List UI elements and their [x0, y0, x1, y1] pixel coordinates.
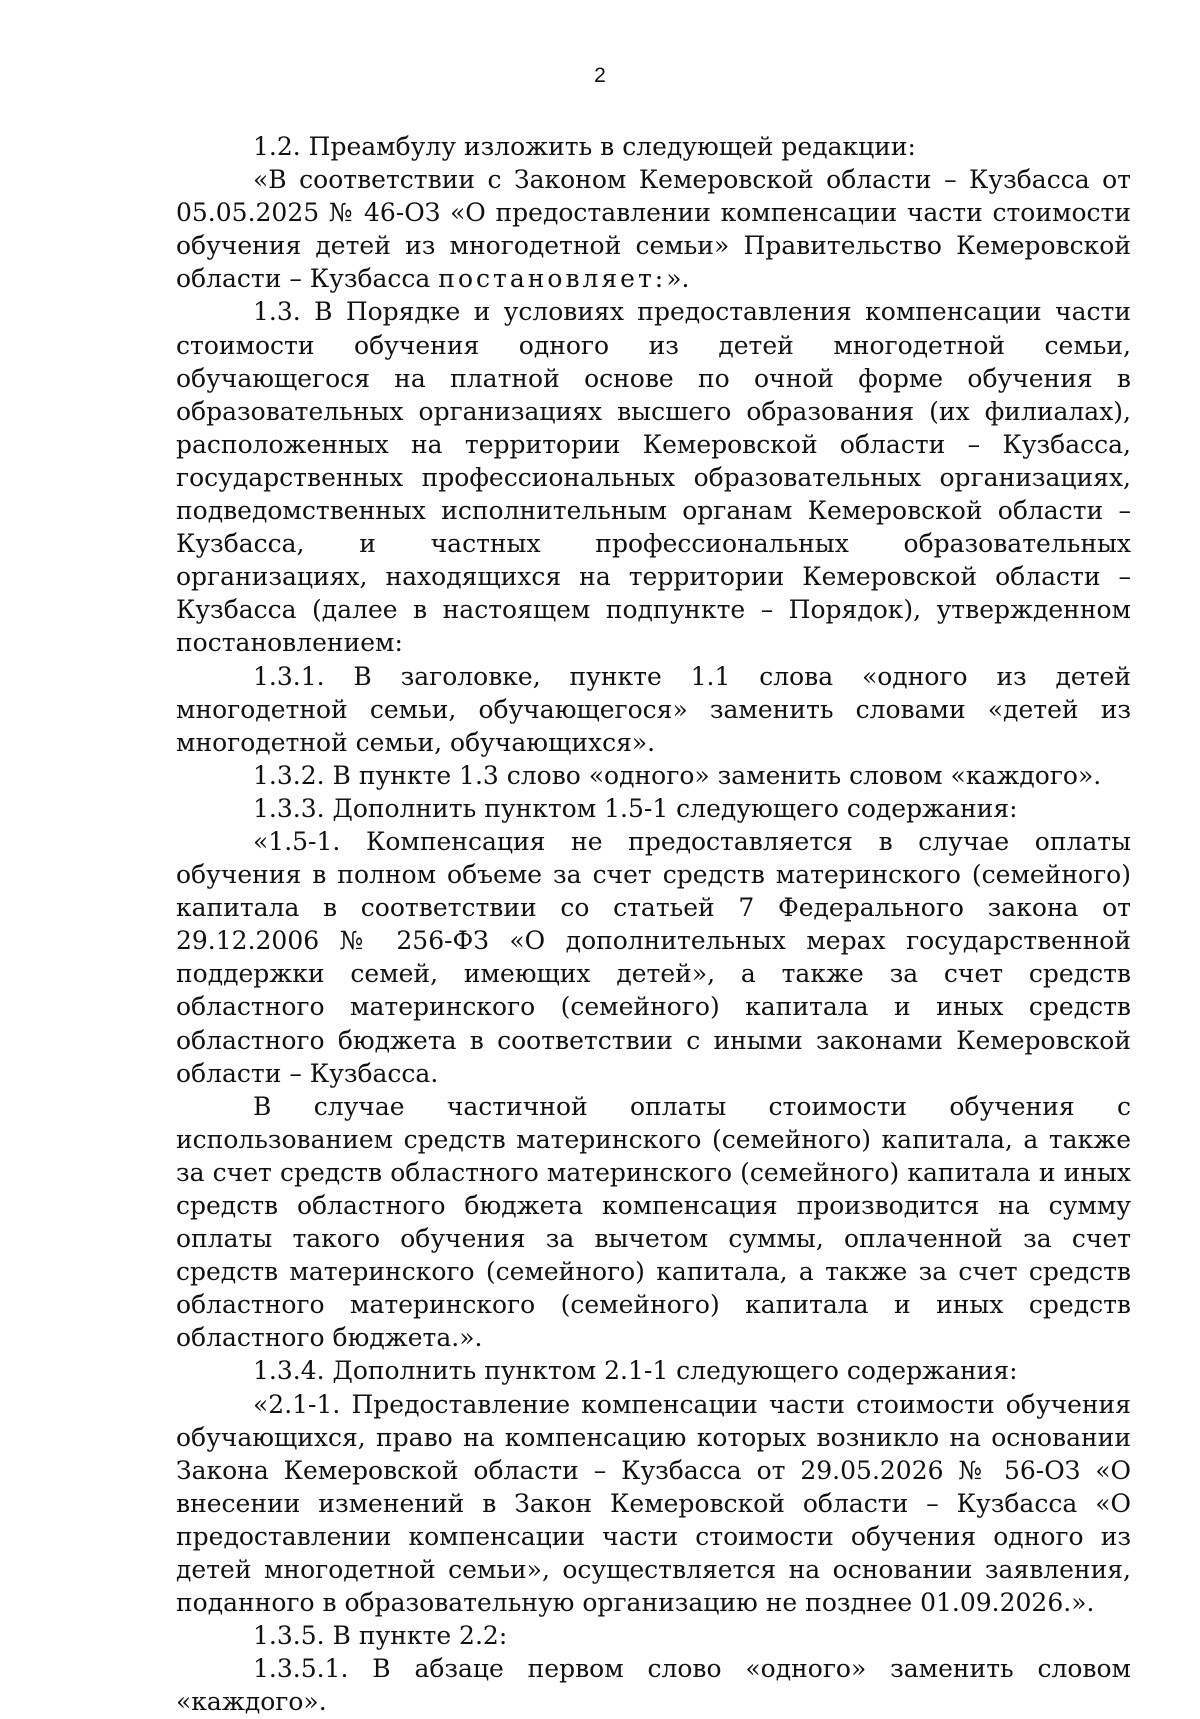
paragraph-partial-payment: В случае частичной оплаты стоимости обучения с использованием средств материнского (семейного) капитала, а также за счет средств областного материнского (семейного) капитала и иных средств областного бюджета компенсация производится на сумму оплаты такого обучения за вычетом суммы, оплаченной за счет средств материнского (семейного) капитала, а также за счет средств областного материнского (семейного) капитала и иных средств областного бюджета.».	[176, 1091, 1131, 1353]
paragraph-2-1-1: «2.1-1. Предоставление компенсации части стоимости обучения обучающихся, право на компенсацию которых возникло на основании Закона Кемеровской области – Кузбасса от 29.05.2026 № 56-ОЗ «О внесении изменений в Закон Кемеровской области – Кузбасса «О предоставлении компенсации части стоимости обучения одного из детей многодетной семьи», осуществляется на основании заявления, поданного в образовательную организацию не позднее 01.09.2026.».	[176, 1389, 1131, 1618]
document-body	[176, 130, 1131, 1719]
paragraph-1-3-2: 1.3.2. В пункте 1.3 слово «одного» заменить словом «каждого».	[253, 760, 1102, 790]
page-number: 2	[594, 64, 606, 87]
paragraph-1-3-3: 1.3.3. Дополнить пунктом 1.5-1 следующего содержания:	[253, 793, 1018, 823]
paragraph-1-3-5-1: 1.3.5.1. В абзаце первом слово «одного» заменить словом «каждого».	[176, 1654, 1131, 1717]
preamble-tail: ».	[666, 264, 690, 294]
preamble-spaced-word: постановляет:	[438, 264, 667, 294]
preamble-text: «В соответствии с Законом Кемеровской области – Кузбасса от 05.05.2025 № 46-ОЗ «О предоставлении компенсации части стоимости обучения детей из многодетной семьи» Правительство Кемеровской области – Кузбасса	[176, 165, 1131, 294]
paragraph-1-5-1: «1.5-1. Компенсация не предоставляется в случае оплаты обучения в полном объеме за счет средств материнского (семейного) капитала в соответствии со статьей 7 Федерального закона от 29.12.2006 № 256-ФЗ «О дополнительных мерах государственной поддержки семей, имеющих детей», а также за счет средств областного материнского (семейного) капитала и иных средств областного бюджета в соответствии с иными законами Кемеровской области – Кузбасса.	[176, 826, 1131, 1088]
paragraph-1-3-1: 1.3.1. В заголовке, пункте 1.1 слова «одного из детей многодетной семьи, обучающегося» заменить словами «детей из многодетной семьи, обучающихся».	[176, 661, 1131, 757]
paragraph-preamble	[176, 163, 1131, 295]
paragraph-1-2: 1.2. Преамбулу изложить в следующей редакции:	[253, 132, 916, 161]
paragraph-1-3-5: 1.3.5. В пункте 2.2:	[253, 1621, 508, 1651]
paragraph-1-3: 1.3. В Порядке и условиях предоставления компенсации части стоимости обучения одного из детей многодетной семьи, обучающегося на платной основе по очной форме обучения в образовательных организациях высшего образования (их филиалах), расположенных на территории Кемеровской области – Кузбасса, государственных профессиональных образовательных организациях, подведомственных исполнительным органам Кемеровской области – Кузбасса, и частных профессиональных образовательных организациях, находящихся на территории Кемеровской области – Кузбасса (далее в настоящем подпункте – Порядок), утвержденном постановлением:	[176, 297, 1131, 658]
paragraph-1-3-4: 1.3.4. Дополнить пунктом 2.1-1 следующего содержания:	[253, 1356, 1018, 1386]
